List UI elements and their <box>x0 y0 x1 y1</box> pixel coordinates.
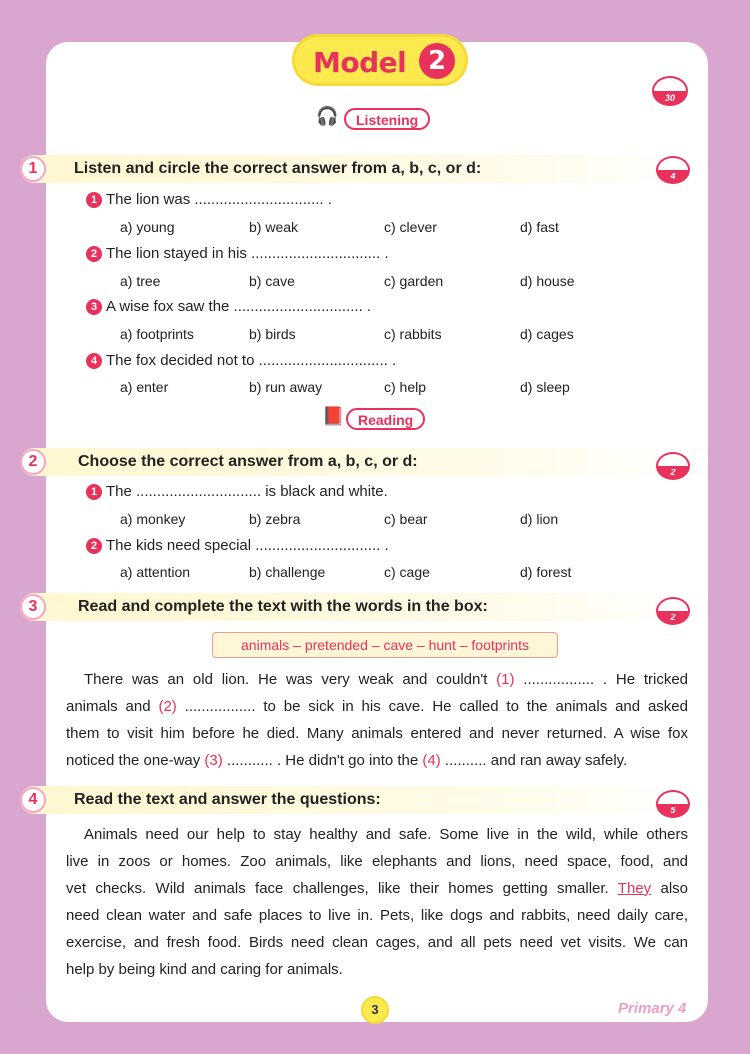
option[interactable]: c) cage <box>384 564 430 580</box>
list-item <box>86 298 371 315</box>
passage-line <box>66 693 688 720</box>
option[interactable]: d) house <box>520 273 575 289</box>
option[interactable]: c) rabbits <box>384 326 442 342</box>
blank-number: (3) <box>204 752 223 769</box>
option[interactable]: a) attention <box>120 564 191 580</box>
question-2-header <box>20 448 690 476</box>
text: noticed the one-way <box>66 752 205 769</box>
question-instruction: Choose the correct answer from a, b, c, or d: <box>78 453 418 470</box>
text: ................. . He tricked <box>514 671 688 688</box>
item-number: 4 <box>86 353 102 369</box>
option[interactable]: c) clever <box>384 219 437 235</box>
reading-passage <box>66 821 688 983</box>
option[interactable]: a) footprints <box>120 326 194 342</box>
passage-line: exercise, and fresh food. Birds need clean cages, and all pets need vet visits. We can <box>66 934 688 951</box>
total-score: 30 <box>654 92 686 104</box>
item-number: 1 <box>86 192 102 208</box>
blank-number: (1) <box>496 671 515 688</box>
score-icon <box>656 156 690 184</box>
option[interactable]: b) challenge <box>249 564 326 580</box>
blank-number: (4) <box>422 752 441 769</box>
passage-line: need clean water and safe places to live in. Pets, like dogs and rabbits, need daily care, <box>66 907 688 924</box>
passage-line: them to visit him before he died. Many animals entered and never returned. A wise fox <box>66 725 688 742</box>
text: vet checks. Wild animals face challenges, like their homes getting smaller. <box>66 880 618 897</box>
listening-section-label: Listening <box>344 108 430 130</box>
page-number: 3 <box>361 996 389 1024</box>
option[interactable]: b) cave <box>249 273 295 289</box>
list-item <box>86 483 388 500</box>
passage-line <box>66 747 688 774</box>
question-score: 5 <box>658 804 688 816</box>
total-score-icon <box>652 76 688 106</box>
text: .......... and ran away safely. <box>440 752 628 769</box>
passage-line <box>66 875 688 902</box>
text: There was an old lion. He was very weak and couldn't <box>84 671 497 688</box>
model-title-badge <box>292 34 468 86</box>
option[interactable]: a) monkey <box>120 511 186 527</box>
question-3-header <box>20 593 690 621</box>
word-box: animals – pretended – cave – hunt – footprints <box>212 632 558 658</box>
item-stem: The fox decided not to ............................... . <box>106 352 397 369</box>
item-number: 2 <box>86 538 102 554</box>
passage-line: live in zoos or homes. Zoo animals, like elephants and lions, need space, food, and <box>66 853 688 870</box>
option[interactable]: c) bear <box>384 511 428 527</box>
question-score: 2 <box>658 611 688 623</box>
text: animals and <box>66 698 159 715</box>
reading-section-label: Reading <box>346 408 425 430</box>
book-icon: 📕 <box>322 406 345 426</box>
option[interactable]: d) fast <box>520 219 559 235</box>
grade-label: Primary 4 <box>618 1000 687 1017</box>
text: ................. to be sick in his cave. He called to the animals and asked <box>176 698 688 715</box>
passage-line: Animals need our help to stay healthy and safe. Some live in the wild, while others <box>84 826 688 843</box>
question-score: 2 <box>658 466 688 478</box>
option[interactable]: a) enter <box>120 379 169 395</box>
headphones-icon: 🎧 <box>316 106 339 126</box>
list-item <box>86 245 389 262</box>
option[interactable]: c) help <box>384 379 427 395</box>
option[interactable]: b) birds <box>249 326 296 342</box>
underlined-word: They <box>617 880 652 897</box>
item-stem: The .............................. is black and white. <box>106 483 388 500</box>
item-stem: The lion stayed in his ............................... . <box>106 245 389 262</box>
list-item <box>86 352 396 369</box>
passage-line: help by being kind and caring for animals. <box>66 961 343 978</box>
item-number: 3 <box>86 299 102 315</box>
cloze-passage <box>66 666 688 774</box>
score-icon <box>656 790 690 818</box>
question-instruction: Listen and circle the correct answer from a, b, c, or d: <box>74 160 482 177</box>
question-number: 4 <box>20 787 46 813</box>
score-icon <box>656 452 690 480</box>
question-instruction: Read and complete the text with the words in the box: <box>78 598 488 615</box>
option[interactable]: a) tree <box>120 273 161 289</box>
model-number: 2 <box>419 43 455 79</box>
option[interactable]: a) young <box>120 219 175 235</box>
list-item <box>86 537 389 554</box>
question-1-header <box>20 155 690 183</box>
question-4-header <box>20 786 690 814</box>
option[interactable]: d) forest <box>520 564 572 580</box>
option[interactable]: b) zebra <box>249 511 301 527</box>
option[interactable]: b) weak <box>249 219 299 235</box>
item-stem: The lion was ............................... . <box>106 191 332 208</box>
text: also <box>651 880 689 897</box>
page-title: Model <box>313 46 407 79</box>
option[interactable]: d) cages <box>520 326 574 342</box>
score-icon <box>656 597 690 625</box>
item-stem: The kids need special .............................. . <box>106 537 389 554</box>
item-stem: A wise fox saw the ............................... . <box>106 298 372 315</box>
question-number: 1 <box>20 156 46 182</box>
question-score: 4 <box>658 170 688 182</box>
option[interactable]: d) sleep <box>520 379 570 395</box>
option[interactable]: b) run away <box>249 379 323 395</box>
item-number: 2 <box>86 246 102 262</box>
item-number: 1 <box>86 484 102 500</box>
question-number: 3 <box>20 594 46 620</box>
list-item <box>86 191 332 208</box>
option[interactable]: d) lion <box>520 511 559 527</box>
passage-line <box>66 666 688 693</box>
option[interactable]: c) garden <box>384 273 444 289</box>
question-instruction: Read the text and answer the questions: <box>74 791 381 808</box>
question-number: 2 <box>20 449 46 475</box>
text: ........... . He didn't go into the <box>222 752 423 769</box>
blank-number: (2) <box>158 698 177 715</box>
